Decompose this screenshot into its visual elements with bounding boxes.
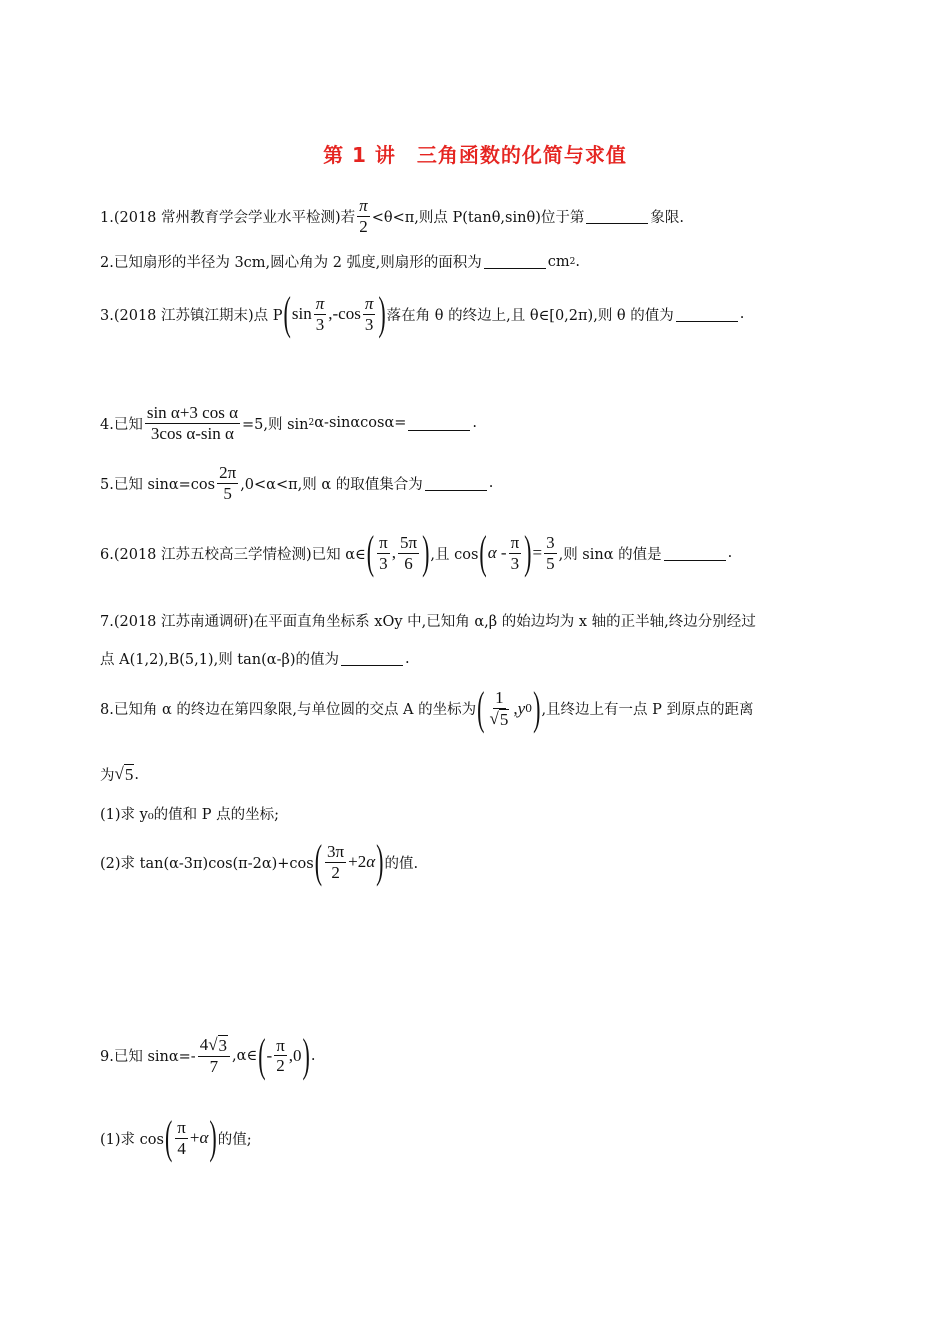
q3-fraction-2: $\frac{\pi}{3}$ bbox=[364, 294, 374, 334]
answer-blank[interactable] bbox=[425, 476, 487, 491]
question-4: 4.已知 $\frac{\text{sin α+3 cos α}}{\text{3cos α-sin α}}$ =5,则 sin 2 α-sinαcosα= . bbox=[100, 403, 477, 443]
question-9: 9.已知 sinα=- 4 √ 3 7 ,α∈ ( - $\frac{\pi}{2}$ ,0 ) . bbox=[100, 1028, 316, 1081]
question-7-line-2: 点 A(1,2),B(5,1),则 tan(α-β)的值为 . bbox=[100, 650, 410, 668]
answer-blank[interactable] bbox=[664, 546, 726, 561]
question-8-part-2: (2)求 tan(α-3π)cos(π-2α)+cos ( $\frac{3\pi}{2}$ +2 α ) 的值. bbox=[100, 834, 419, 888]
question-8-part-1: (1)求 y₀的值和 P 点的坐标; bbox=[100, 807, 280, 823]
q1-fraction: $\frac{\pi}{2}$ bbox=[359, 196, 368, 236]
q9-text-b: ,α∈ bbox=[232, 1047, 258, 1064]
answer-blank[interactable] bbox=[676, 307, 738, 322]
q6-text-a: 6.(2018 江苏五校高三学情检测)已知 α∈ bbox=[100, 546, 366, 563]
answer-blank[interactable] bbox=[408, 416, 470, 431]
q6-text-b: ,且 cos bbox=[430, 546, 479, 563]
question-6: 6.(2018 江苏五校高三学情检测)已知 α∈ ( $\frac{\pi}{3}$ , $\frac{5\pi}{6}$ ) ,且 cos ( α - $\frac{\pi}{3}$ ) = $\frac{3}{5}$ ,则 sinα 的值是 . bbox=[100, 525, 733, 579]
q1-text-c: 象限. bbox=[650, 209, 684, 226]
answer-blank[interactable] bbox=[341, 651, 403, 666]
q4-fraction: $\frac{\text{sin α+3 cos α}}{\text{3cos α-sin α}}$ bbox=[146, 403, 238, 443]
question-8-cont: 为 √ 5 . bbox=[100, 764, 139, 784]
q1-text-b: <θ<π,则点 P(tanθ,sinθ)位于第 bbox=[371, 209, 585, 226]
q8-text-b: ,且终边上有一点 P 到原点的距离 bbox=[541, 702, 754, 719]
answer-blank[interactable] bbox=[586, 209, 648, 224]
q3-text-a: 3.(2018 江苏镇江期末)点 P bbox=[100, 307, 283, 324]
q6-text-c: ,则 sinα 的值是 bbox=[558, 546, 662, 563]
q2-text-a: 2.已知扇形的半径为 3cm,圆心角为 2 弧度,则扇形的面积为 bbox=[100, 255, 482, 271]
q2-unit: cm bbox=[547, 253, 570, 270]
q3-fraction-1: $\frac{\pi}{3}$ bbox=[315, 294, 325, 334]
question-2: 2.已知扇形的半径为 3cm,圆心角为 2 弧度,则扇形的面积为 cm 2 . bbox=[100, 251, 580, 272]
question-3: 3.(2018 江苏镇江期末)点 P ( sin $\frac{\pi}{3}$ ,-cos $\frac{\pi}{3}$ ) 落在角 θ 的终边上,且 θ∈[0,2π),则 θ 的值为 . bbox=[100, 286, 745, 340]
q8-text-a: 8.已知角 α 的终边在第四象限,与单位圆的交点 A 的坐标为 bbox=[100, 702, 477, 719]
question-1 bbox=[100, 196, 684, 236]
question-7-line-1: 7.(2018 江苏南通调研)在平面直角坐标系 xOy 中,已知角 α,β 的始边均为 x 轴的正半轴,终边分别经过 bbox=[100, 614, 756, 630]
q1-text-a: 1.(2018 常州教育学会学业水平检测)若 bbox=[100, 209, 356, 226]
question-9-part-1: (1)求 cos ( $\frac{\pi}{4}$ + α ) 的值; bbox=[100, 1110, 252, 1164]
q3-text-b: 落在角 θ 的终边上,且 θ∈[0,2π),则 θ 的值为 bbox=[386, 307, 674, 324]
q4-text-b: =5,则 sin bbox=[242, 416, 309, 433]
question-8: 8.已知角 α 的终边在第四象限,与单位圆的交点 A 的坐标为 ( 1 √ 5 , y 0 ) ,且终边上有一点 P 到原点的距离 bbox=[100, 681, 754, 734]
q5-text-a: 5.已知 sinα=cos bbox=[100, 476, 216, 493]
q9-text-a: 9.已知 sinα=- bbox=[100, 1049, 196, 1066]
q5-fraction: $\frac{2\pi}{5}$ bbox=[219, 463, 237, 503]
answer-blank[interactable] bbox=[484, 254, 546, 269]
q5-text-b: ,0<α<π,则 α 的取值集合为 bbox=[240, 476, 423, 493]
q4-text-a: 4.已知 bbox=[100, 416, 143, 433]
page-title: 第 1 讲 三角函数的化简与求值 bbox=[323, 143, 627, 167]
question-5: 5.已知 sinα=cos $\frac{2\pi}{5}$ ,0<α<π,则 α 的取值集合为 . bbox=[100, 463, 494, 503]
